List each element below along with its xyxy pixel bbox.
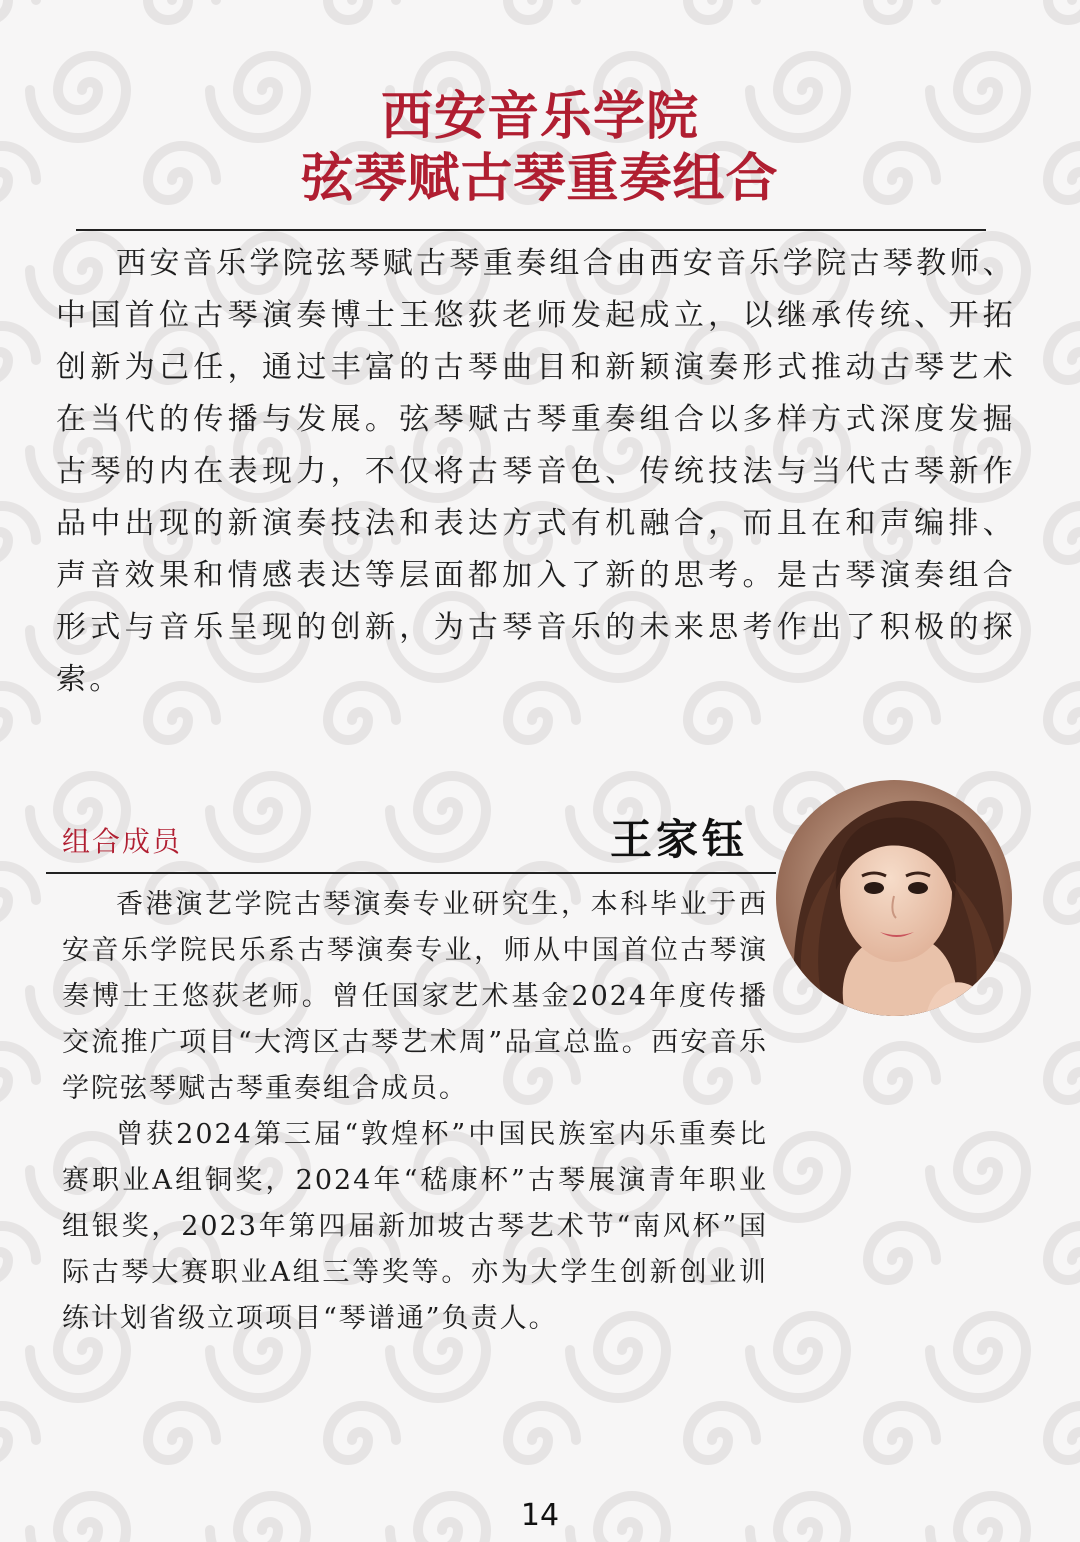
bio-paragraph-1: 香港演艺学院古琴演奏专业研究生，本科毕业于西安音乐学院民乐系古琴演奏专业，师从中国首位古琴演奏博士王悠荻老师。曾任国家艺术基金2024年度传播交流推广项目“大湾区古琴艺术周”品宣总监。西安音乐学院弦琴赋古琴重奏组合成员。 xyxy=(62,889,768,1104)
members-section-label: 组合成员 xyxy=(62,825,183,858)
member-name: 王家钰 xyxy=(610,815,749,864)
title-divider xyxy=(76,229,986,231)
ensemble-introduction xyxy=(56,238,1016,706)
portrait-illustration xyxy=(776,780,1012,1016)
member-portrait xyxy=(776,780,1012,1016)
bio-paragraph-2: 曾获2024第三届“敦煌杯”中国民族室内乐重奏比赛职业A组铜奖，2024年“嵇康杯”古琴展演青年职业组银奖，2023年第四届新加坡古琴艺术节“南风杯”国际古琴大赛职业A组三等奖等。亦为大学生创新创业训练计划省级立项项目“琴谱通”负责人。 xyxy=(62,1119,768,1334)
page-number: 14 xyxy=(520,1498,560,1533)
member-biography xyxy=(62,882,768,1342)
page-title-line1: 西安音乐学院 xyxy=(380,86,699,147)
member-divider xyxy=(46,872,776,874)
page-title-line2: 弦琴赋古琴重奏组合 xyxy=(301,148,779,209)
intro-paragraph: 西安音乐学院弦琴赋古琴重奏组合由西安音乐学院古琴教师、中国首位古琴演奏博士王悠荻老师发起成立，以继承传统、开拓创新为己任，通过丰富的古琴曲目和新颖演奏形式推动古琴艺术在当代的传播与发展。弦琴赋古琴重奏组合以多样方式深度发掘古琴的内在表现力，不仅将古琴音色、传统技法与当代古琴新作品中出现的新演奏技法和表达方式有机融合，而且在和声编排、声音效果和情感表达等层面都加入了新的思考。是古琴演奏组合形式与音乐呈现的创新，为古琴音乐的未来思考作出了积极的探索。 xyxy=(56,246,1016,697)
